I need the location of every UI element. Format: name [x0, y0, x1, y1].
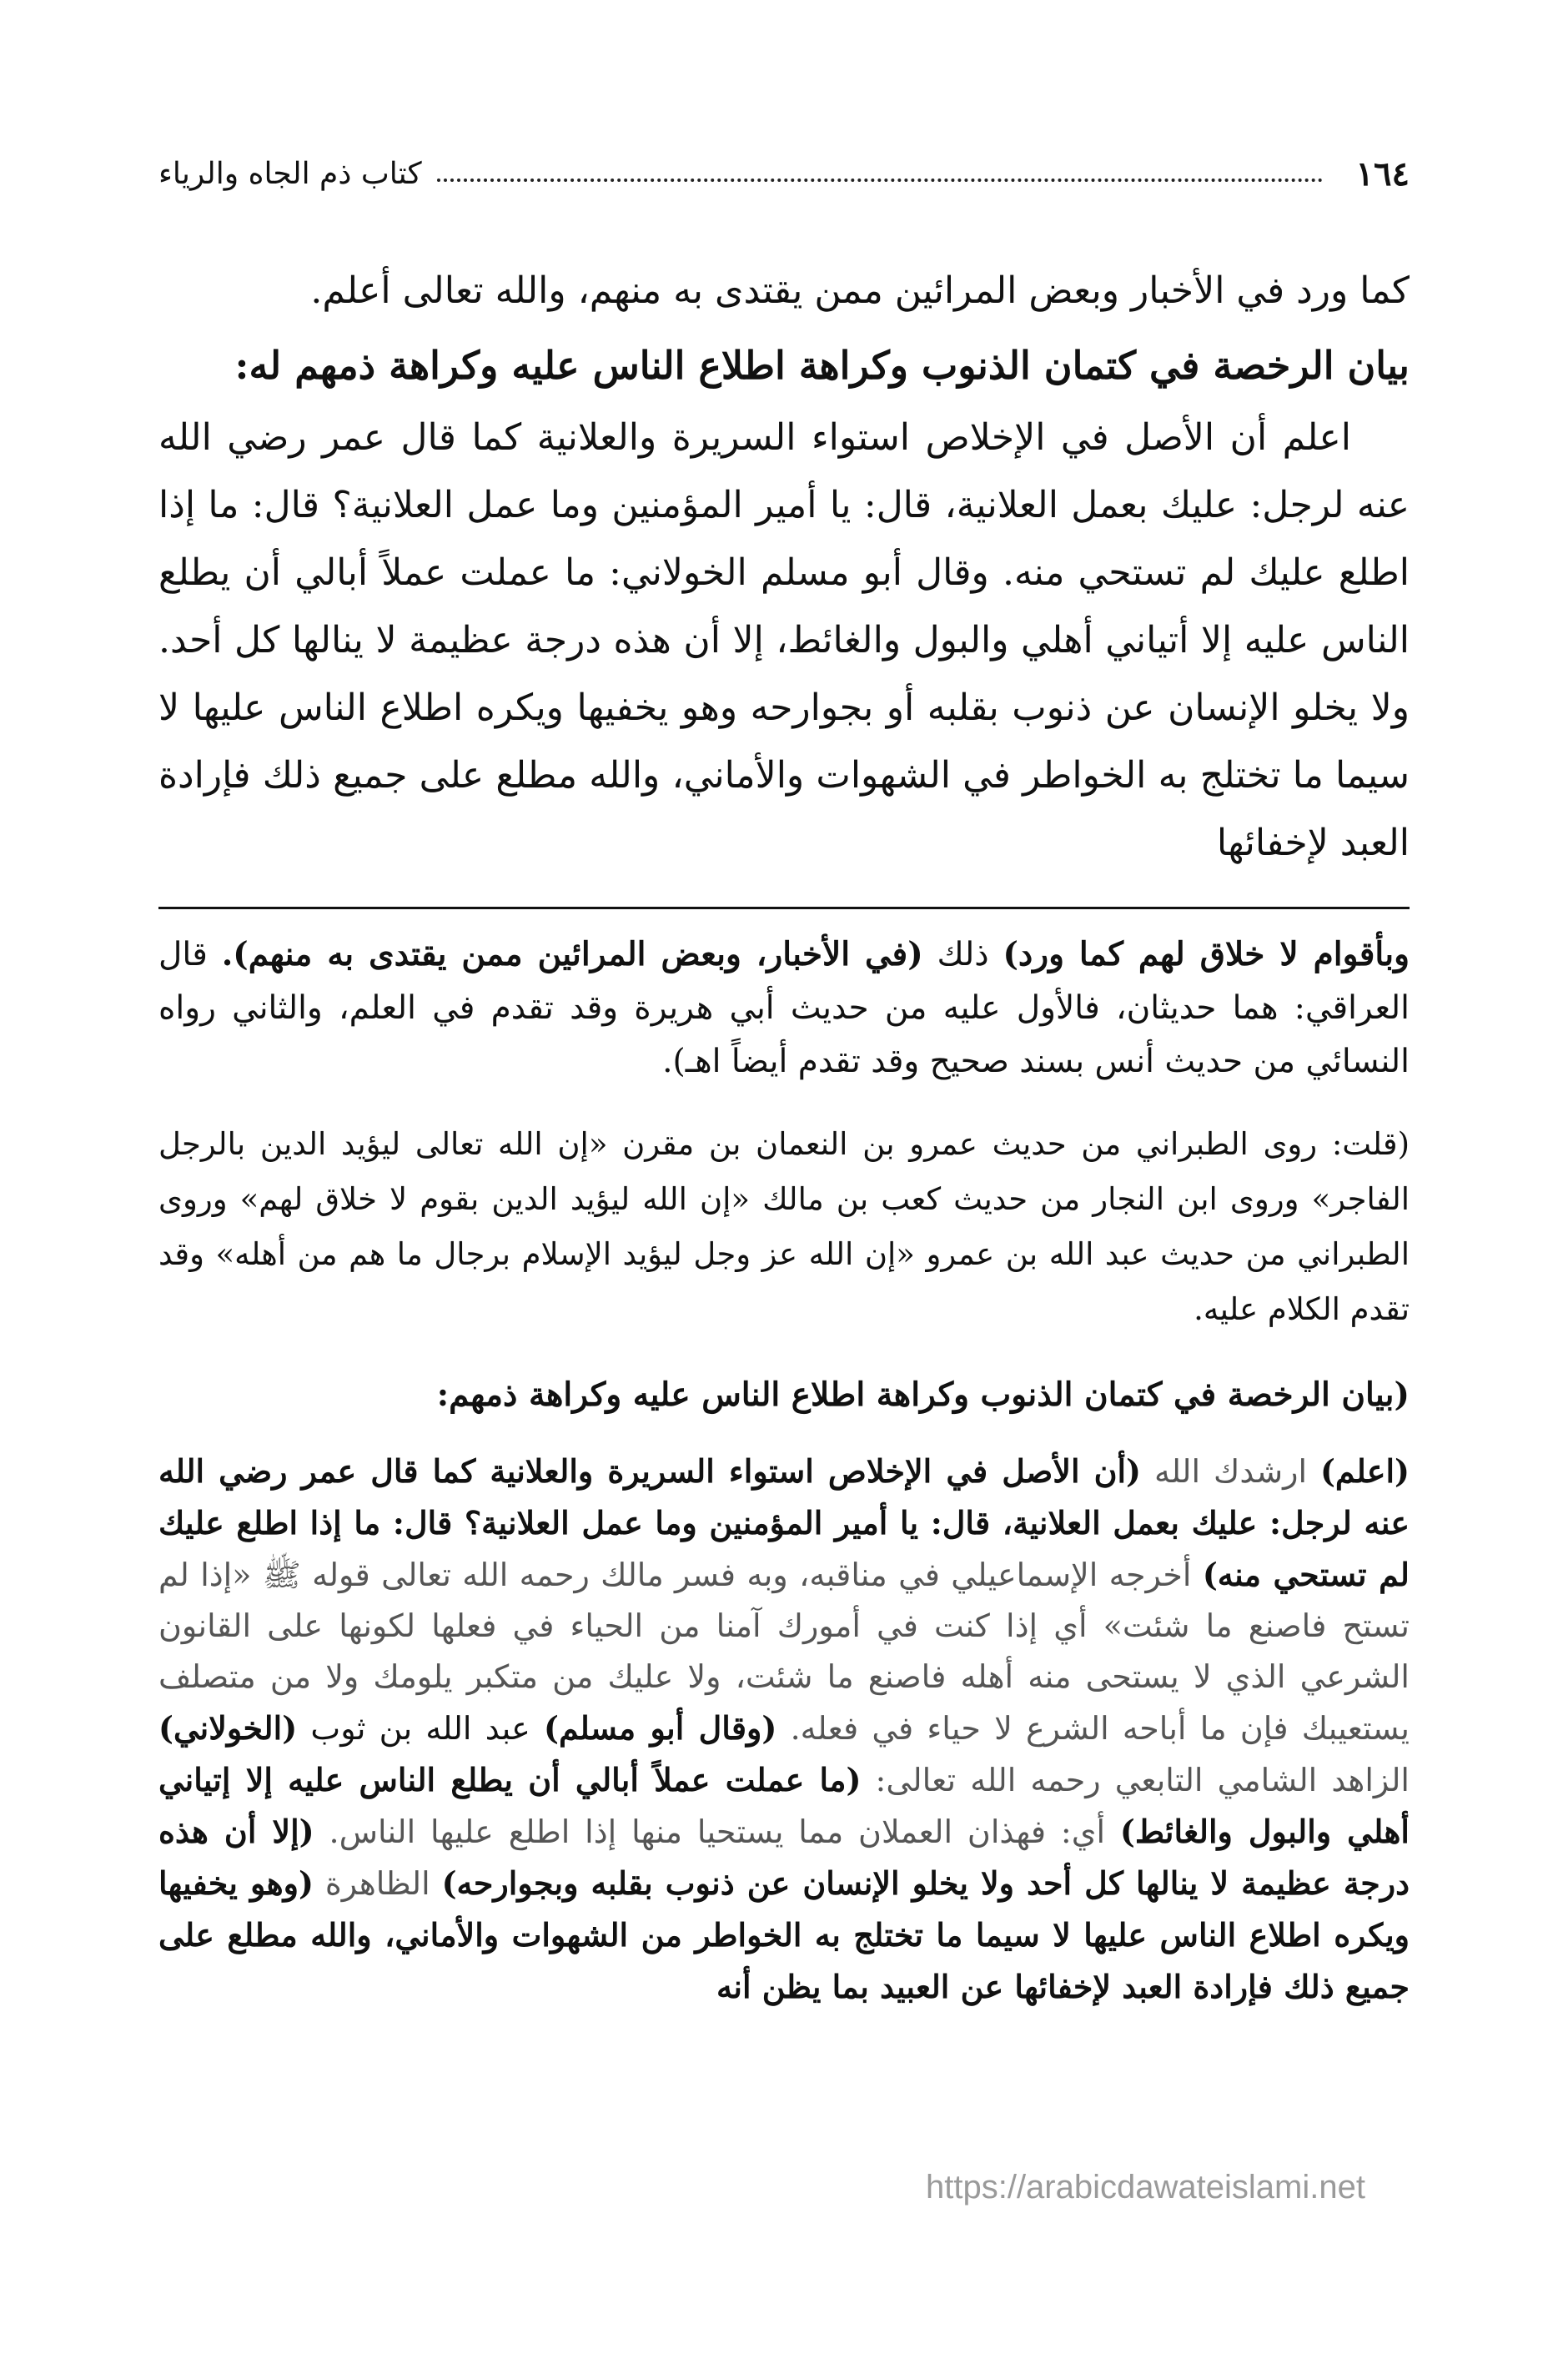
commentary-text: عبد الله بن ثوب — [297, 1710, 545, 1747]
quoted-text: (في الأخبار، وبعض المرائين ممن يقتدى به منهم). — [221, 935, 923, 973]
quoted-text: (وقال أبو مسلم) — [544, 1709, 777, 1747]
commentary-note-1 — [158, 928, 1410, 1089]
quoted-text: (الخولاني) — [158, 1709, 298, 1747]
commentary-text: أي: فهذان العملان مما يستحيا منها إذا اطلع عليها الناس. — [314, 1813, 1120, 1850]
quoted-text: (أن الأصل في الإخلاص استواء السريرة والعلانية كما قال عمر رضي الله عنه لرجل: عليك بعمل العلانية، قال: يا أمير المؤمنين وما عمل العلانية؟ قال: ما إذا اطلع عليك لم تستحي منه) — [158, 1452, 1410, 1593]
commentary-text: الزاهد الشامي التابعي رحمه الله تعالى: — [861, 1762, 1410, 1798]
header-dotted-leader — [437, 179, 1323, 182]
commentary-text: الظاهرة — [313, 1865, 442, 1902]
commentary-note-2: (قلت: روى الطبراني من حديث عمرو بن النعمان بن مقرن «إن الله تعالى ليؤيد الدين بالرجل الفاجر» وروى ابن النجار من حديث كعب بن مالك «إن الله ليؤيد الدين بقوم لا خلاق لهم» وروى الطبراني من حديث عبد الله بن عمرو «إن الله عز وجل ليؤيد الإسلام برجال ما هم من أهله» وقد تقدم الكلام عليه. — [158, 1126, 1410, 1327]
commentary-text: قال العراقي: هما حديثان، فالأول عليه من حديث أبي هريرة وقد تقدم في العلم، والثاني رواه النسائي من حديث أنس بسند صحيح وقد تقدم أيضاً اهـ). — [158, 936, 1410, 1080]
commentary-text: ذلك — [922, 936, 1003, 973]
commentary-text: ارشدك الله — [1141, 1453, 1320, 1490]
watermark-url: https://arabicdawateislami.net — [926, 2169, 1365, 2206]
commentary-heading: (بيان الرخصة في كتمان الذنوب وكراهة اطلاع الناس عليه وكراهة ذمهم: — [436, 1376, 1410, 1414]
quoted-text: (وهو يخفيها ويكره اطلاع الناس عليها لا سيما ما تختلج به الخواطر من الشهوات والأماني، والله مطلع على جميع ذلك فإرادة العبد لإخفائها عن العبيد بما يظن أنه — [158, 1864, 1410, 2005]
continued-line: كما ورد في الأخبار وبعض المرائين ممن يقتدى به منهم، والله تعالى أعلم. — [310, 269, 1410, 312]
quoted-text: وبأقوام لا خلاق لهم كما ورد) — [1003, 935, 1410, 973]
commentary-text: أخرجه الإسماعيلي في مناقبه، وبه فسر مالك رحمه الله تعالى قوله ﷺ «إذا لم تستح فاصنع ما شئت» أي إذا كنت في أمورك آمنا من الحياء في فعلها لكونها على القانون الشرعي الذي لا يستحى منه أهله فاصنع ما شئت، ولا عليك من متكبر يلومك ولا من متصلف يستعيبك فإن ما أباحه الشرع لا حياء في فعله. — [158, 1557, 1410, 1747]
running-header — [158, 148, 1410, 199]
footnote-divider — [158, 907, 1410, 909]
main-paragraph: اعلم أن الأصل في الإخلاص استواء السريرة والعلانية كما قال عمر رضي الله عنه لرجل: عليك بعمل العلانية، قال: يا أمير المؤمنين وما عمل العلانية؟ قال: ما إذا اطلع عليك لم تستحي منه. وقال أبو مسلم الخولاني: ما عملت عملاً أبالي أن يطلع الناس عليه إلا أتياني أهلي والبول والغائط، إلا أن هذه درجة عظيمة لا ينالها كل أحد. ولا يخلو الإنسان عن ذنوب بقلبه أو بجوارحه وهو يخفيها ويكره اطلاع الناس عليها لا سيما ما تختلج به الخواطر في الشهوات والأماني، والله مطلع على جميع ذلك فإرادة العبد لإخفائها — [158, 416, 1410, 864]
book-title: كتاب ذم الجاه والرياء — [158, 156, 422, 191]
quoted-text: (ما عملت عملاً أبالي أن يطلع الناس عليه إلا إتياني أهلي والبول والغائط) — [158, 1761, 1410, 1850]
main-text — [158, 259, 1410, 877]
section-heading: بيان الرخصة في كتمان الذنوب وكراهة اطلاع الناس عليه وكراهة ذمهم له: — [234, 343, 1410, 388]
page-number: ١٦٤ — [1355, 153, 1410, 194]
commentary-note-3 — [158, 1446, 1410, 2013]
quoted-text: (اعلم) — [1319, 1452, 1410, 1490]
quoted-text: (إلا أن هذه درجة عظيمة لا ينالها كل أحد ولا يخلو الإنسان عن ذنوب بقلبه وبجوارحه) — [158, 1813, 1410, 1902]
commentary — [158, 928, 1410, 2013]
